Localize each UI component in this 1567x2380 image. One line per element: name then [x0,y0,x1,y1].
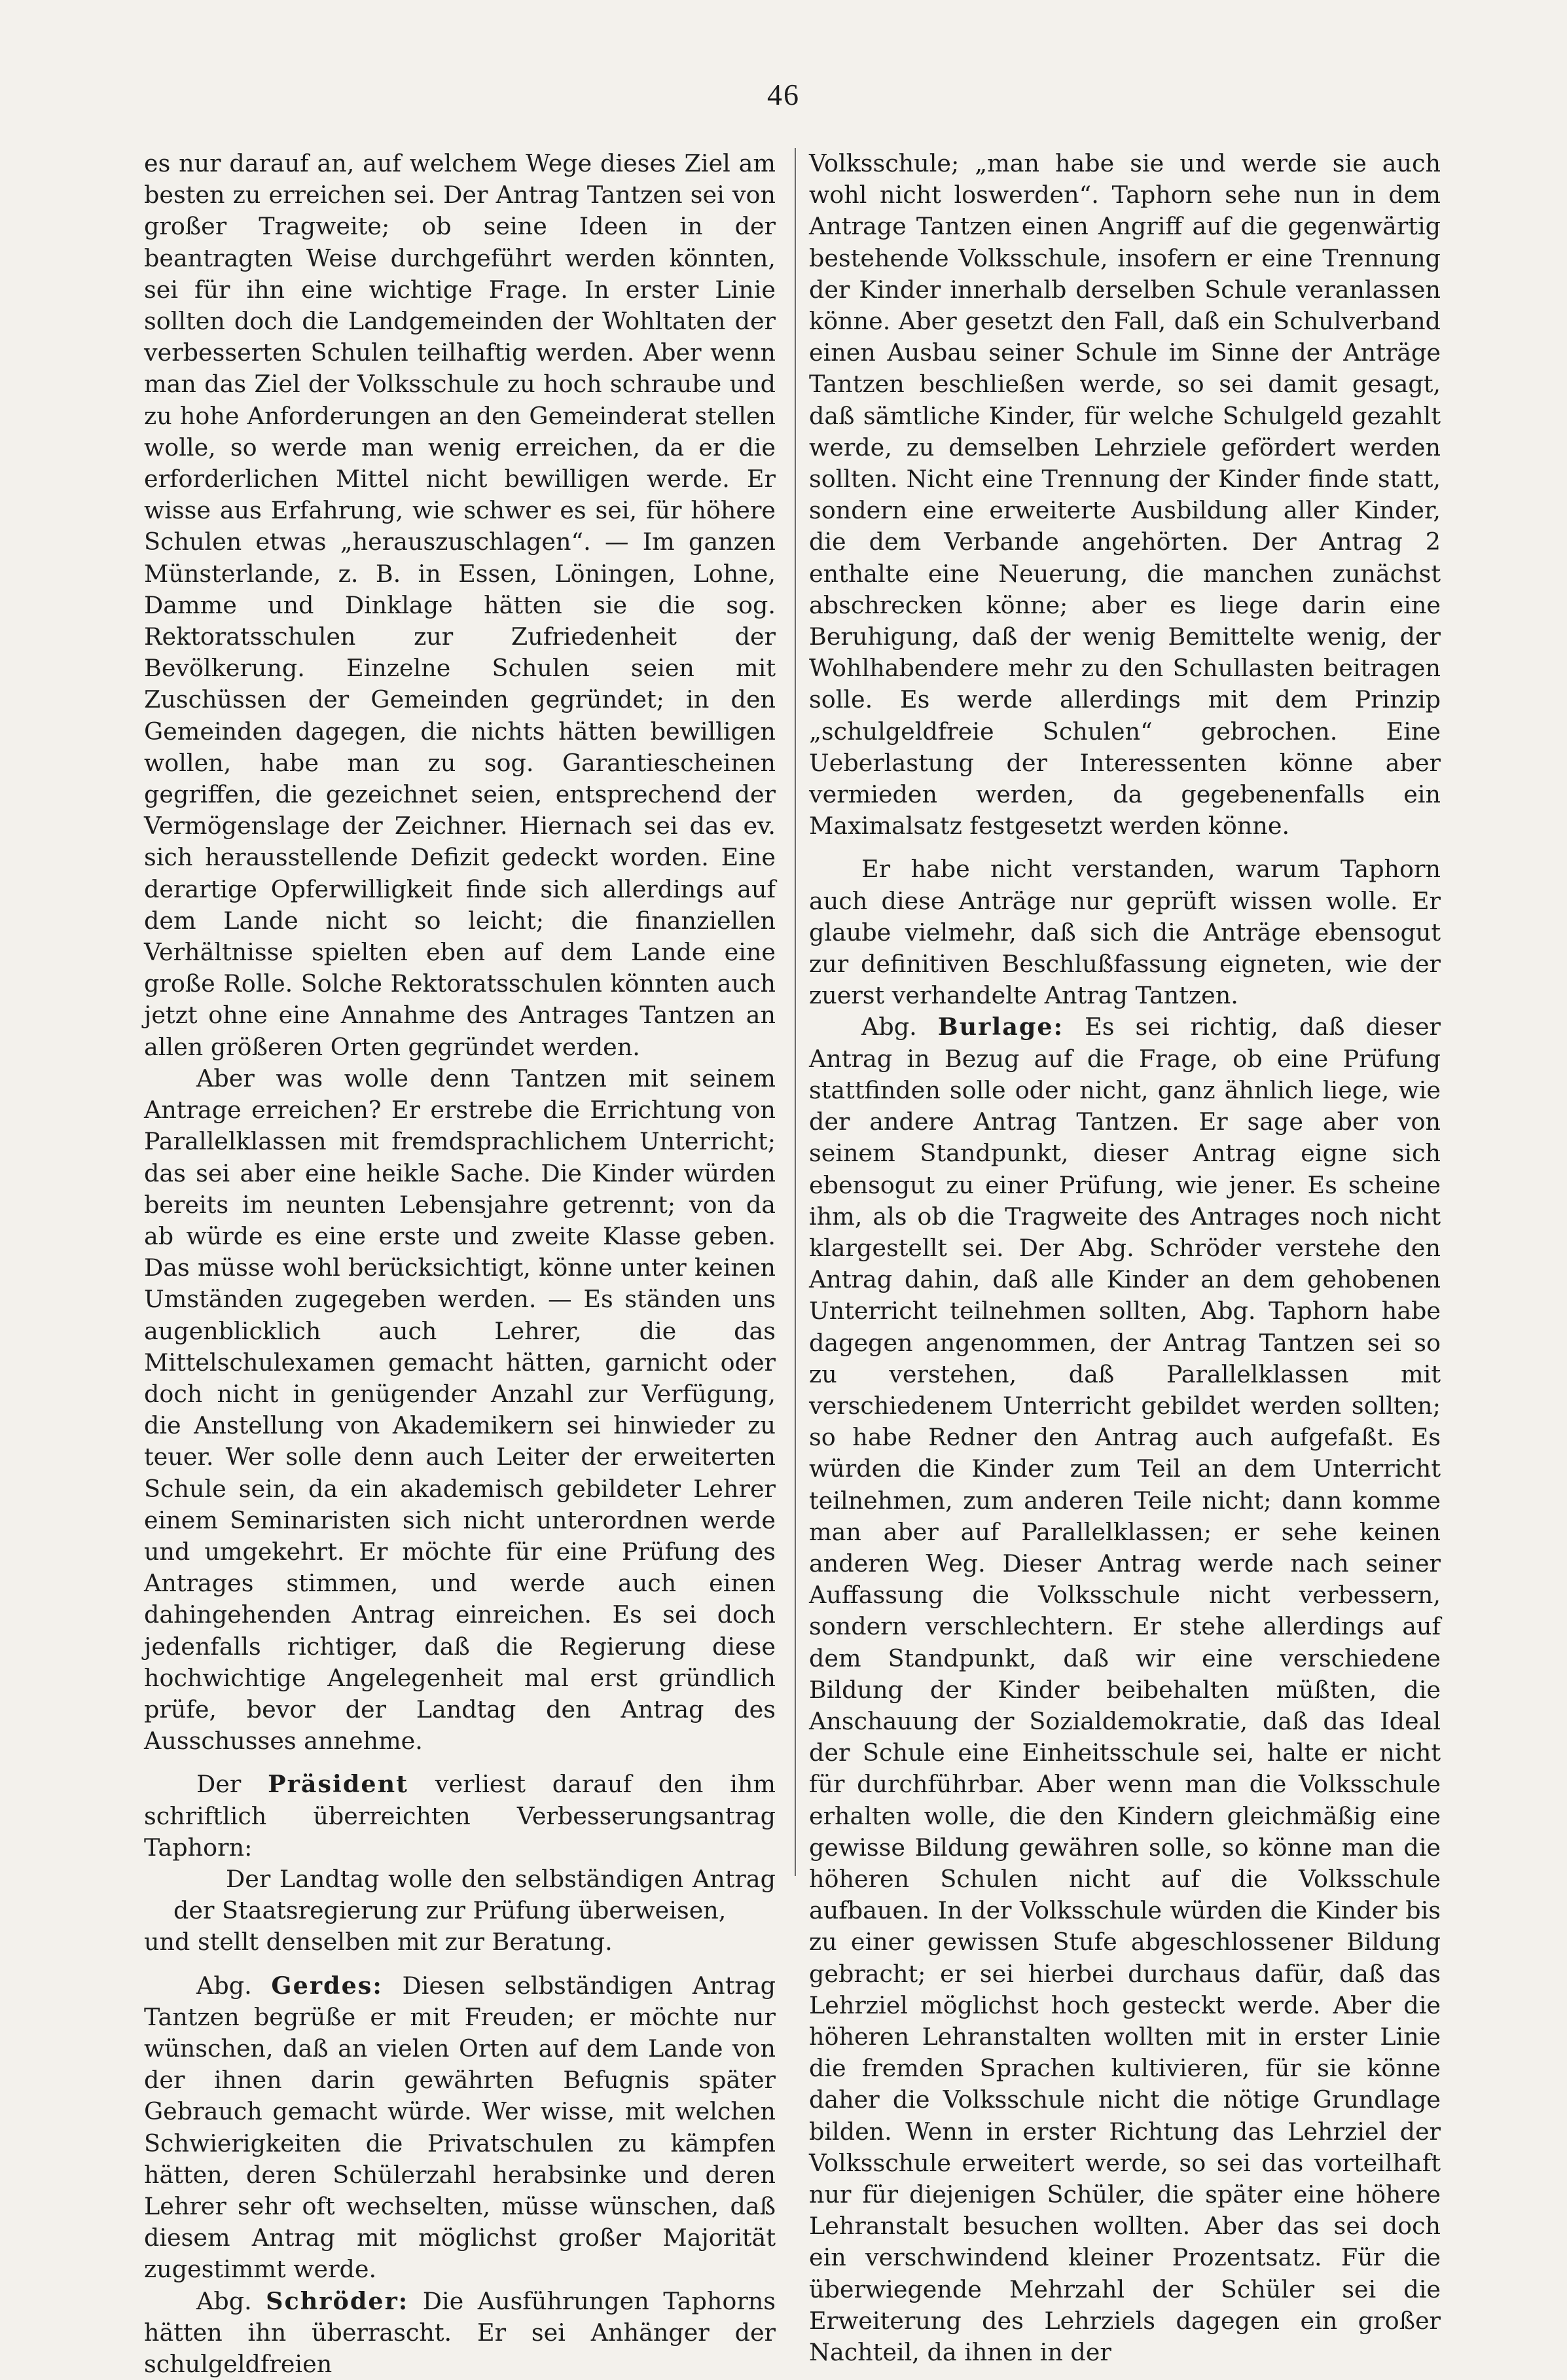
left-column [144,148,776,2379]
speaker-prefix: Abg. [196,1971,272,2000]
speaker-name: Burlage: [937,1013,1064,1041]
speaker-prefix: Abg. [196,2286,266,2315]
paragraph-text: Es sei richtig, daß dieser Antrag in Bezug auf die Frage, ob eine Prüfung stattfinden solle oder nicht, ganz ähnlich liege, wie der andere Antrag Tantzen. Er sage aber von seinem Standpunkt, dieser Antrag eigne sich ebensogut zu einer Prüfung, wie jener. Es scheine ihm, als ob die Tragweite des Antrages noch nicht klargestellt sei. Der Abg. Schröder verstehe den Antrag dahin, daß alle Kinder an dem gehobenen Unterricht teilnehmen sollten, Abg. Taphorn habe dagegen angenommen, der Antrag Tantzen sei so zu verstehen, daß Parallelklassen mit verschiedenem Unterricht gebildet werden sollten; so habe Redner den Antrag auch aufgefaßt. Es würden die Kinder zum Teil an dem Unterricht teilnehmen, zum anderen Teile nicht; dann komme man aber auf Parallelklassen; er sehe keinen anderen Weg. Dieser Antrag werde nach seiner Auffassung die Volksschule nicht verbessern, sondern verschlechtern. Er stehe allerdings auf dem Standpunkt, daß wir eine verschiedene Bildung der Kinder beibehalten müßten, die Anschauung der Sozialdemokratie, daß das Ideal der Schule eine Einheitsschule sei, halte er nicht für durchführbar. Aber wenn man die Volksschule erhalten wolle, die den Kindern gleichmäßig eine gewisse Bildung gewähren solle, so könne man die höheren Schulen nicht auf die Volksschule aufbauen. In der Volksschule würden die Kinder bis zu einer gewissen Stufe abgeschlossener Bildung gebracht; er sei hierbei durchaus dafür, daß das Lehrziel möglichst hoch gesteckt werde. Aber die höheren Lehranstalten wollten mit in erster Linie die fremden Sprachen kultivieren, für sie könne daher die Volksschule nicht die nötige Grundlage bilden. Wenn in erster Richtung das Lehrziel der Volksschule erweitert werde, so sei das vorteilhaft nur für diejenigen Schüler, die später eine höhere Lehranstalt besuchen wollten. Aber das sei doch ein verschwindend kleiner Prozentsatz. Für die überwiegende Mehrzahl der Schüler sei die Erweiterung des Lehrziels dagegen ein großer Nachteil, da ihnen in der [809,1013,1441,2367]
paragraph: es nur darauf an, auf welchem Wege dieses Ziel am besten zu erreichen sei. Der Antrag Tantzen sei von großer Tragweite; ob seine Ideen in der beantragten Weise durchgeführt werden könnten, sei für ihn eine wichtige Frage. In erster Linie sollten doch die Landgemeinden der Wohltaten der verbesserten Schulen teilhaftig werden. Aber wenn man das Ziel der Volksschule zu hoch schraube und zu hohe Anforderungen an den Gemeinderat stellen wolle, so werde man wenig erreichen, da er die erforderlichen Mittel nicht bewilligen werde. Er wisse aus Erfahrung, wie schwer es sei, für höhere Schulen etwas „herauszuschlagen“. — Im ganzen Münsterlande, z. B. in Essen, Löningen, Lohne, Damme und Dinklage hätten sie die sog. Rektoratsschulen zur Zufriedenheit der Bevölkerung. Einzelne Schulen seien mit Zuschüssen der Gemeinden gegründet; in den Gemeinden dagegen, die nichts hätten bewilligen wollen, habe man zu sog. Garantiescheinen gegriffen, die gezeichnet seien, entsprechend der Vermögenslage der Zeichner. Hiernach sei das ev. sich herausstellende Defizit gedeckt worden. Eine derartige Opferwilligkeit finde sich allerdings auf dem Lande nicht so leicht; die finanziellen Verhältnisse spielten eben auf dem Lande eine große Rolle. Solche Rektoratsschulen könnten auch jetzt ohne eine Annahme des Antrages Tantzen an allen größeren Orten gegründet werden. [144,149,776,1061]
speaker-prefix: Abg. [861,1013,938,1041]
quoted-motion: Der Landtag wolle den selbständigen Antrag der Staatsregierung zur Prüfung überweisen, [173,1864,776,1925]
speaker-name: Präsident [268,1770,409,1799]
column-divider [795,148,796,1876]
paragraph-text: verliest darauf den ihm schriftlich überreichten Verbesserungsantrag Taphorn: [144,1770,776,1862]
paragraph: Er habe nicht verstanden, warum Taphorn auch diese Anträge nur geprüft wissen wolle. Er glaube vielmehr, daß sich die Anträge ebensogut zur definitiven Beschlußfassung eigneten, wie der zuerst verhandelte Antrag Tantzen. [809,855,1441,1010]
paragraph-text: Die Ausführungen Taphorns hätten ihn überrascht. Er sei Anhänger der schulgeldfreien [144,2286,776,2379]
paragraph: Aber was wolle denn Tantzen mit seinem Antrage erreichen? Er erstrebe die Errichtung von Parallelklassen mit fremdsprachlichem Unterricht; das sei aber eine heikle Sache. Die Kinder würden bereits im neunten Lebensjahre getrennt; von da ab würde es eine erste und zweite Klasse geben. Das müsse wohl berücksichtigt, könne unter keinen Umständen zugegeben werden. — Es ständen uns augenblicklich auch Lehrer, die das Mittelschulexamen gemacht hätten, garnicht oder doch nicht in genügender Anzahl zur Verfügung, die Anstellung von Akademikern sei hinwieder zu teuer. Wer solle denn auch Leiter der erweiterten Schule sein, da ein akademisch gebildeter Lehrer einem Seminaristen sich nicht unterordnen werde und umgekehrt. Er möchte für eine Prüfung des Antrages stimmen, und werde auch einen dahingehenden Antrag einreichen. Es sei doch jedenfalls richtiger, daß die Regierung diese hochwichtige Angelegenheit mal erst gründlich prüfe, bevor der Landtag den Antrag des Ausschusses annehme. [144,1064,776,1756]
speaker-name: Schröder: [266,2286,409,2315]
speaker-paragraph [144,2286,776,2380]
speaker-paragraph [144,1970,776,2286]
speaker-paragraph [809,1011,1441,2368]
speaker-paragraph [144,1769,776,1864]
right-column [809,148,1441,2367]
paragraph-text: Diesen selbständigen Antrag Tantzen begrüße er mit Freuden; er möchte nur wünschen, daß an vielen Orten auf dem Lande von der ihnen darin gewährten Befugnis später Gebrauch gemacht würde. Wer wisse, mit welchen Schwierigkeiten die Privatschulen zu kämpfen hätten, deren Schülerzahl herabsinke und deren Lehrer sehr oft wechselten, müsse wünschen, daß diesem Antrag mit möglichst großer Majorität zugestimmt werde. [144,1971,776,2284]
paragraph: Volksschule; „man habe sie und werde sie auch wohl nicht loswerden“. Taphorn sehe nun in dem Antrage Tantzen einen Angriff auf die gegenwärtig bestehende Volksschule, insofern er eine Trennung der Kinder innerhalb derselben Schule veranlassen könne. Aber gesetzt den Fall, daß ein Schulverband einen Ausbau seiner Schule im Sinne der Anträge Tantzen beschließen werde, so sei damit gesagt, daß sämtliche Kinder, für welche Schulgeld gezahlt werde, zu demselben Lehrziele gefördert werden sollten. Nicht eine Trennung der Kinder finde statt, sondern eine erweiterte Ausbildung aller Kinder, die dem Verbande angehörten. Der Antrag 2 enthalte eine Neuerung, die manchen zunächst abschrecken könne; aber es liege darin eine Beruhigung, daß der wenig Bemittelte wenig, der Wohlhabendere mehr zu den Schullasten beitragen solle. Es werde allerdings mit dem Prinzip „schulgeldfreie Schulen“ gebrochen. Eine Ueberlastung der Interessenten könne aber vermieden werden, da gegebenenfalls ein Maximalsatz festgesetzt werden könne. [809,149,1441,840]
speaker-prefix: Der [196,1770,268,1799]
speaker-name: Gerdes: [271,1971,383,2000]
paragraph: und stellt denselben mit zur Beratung. [144,1928,613,1956]
page-number: 46 [767,78,800,111]
